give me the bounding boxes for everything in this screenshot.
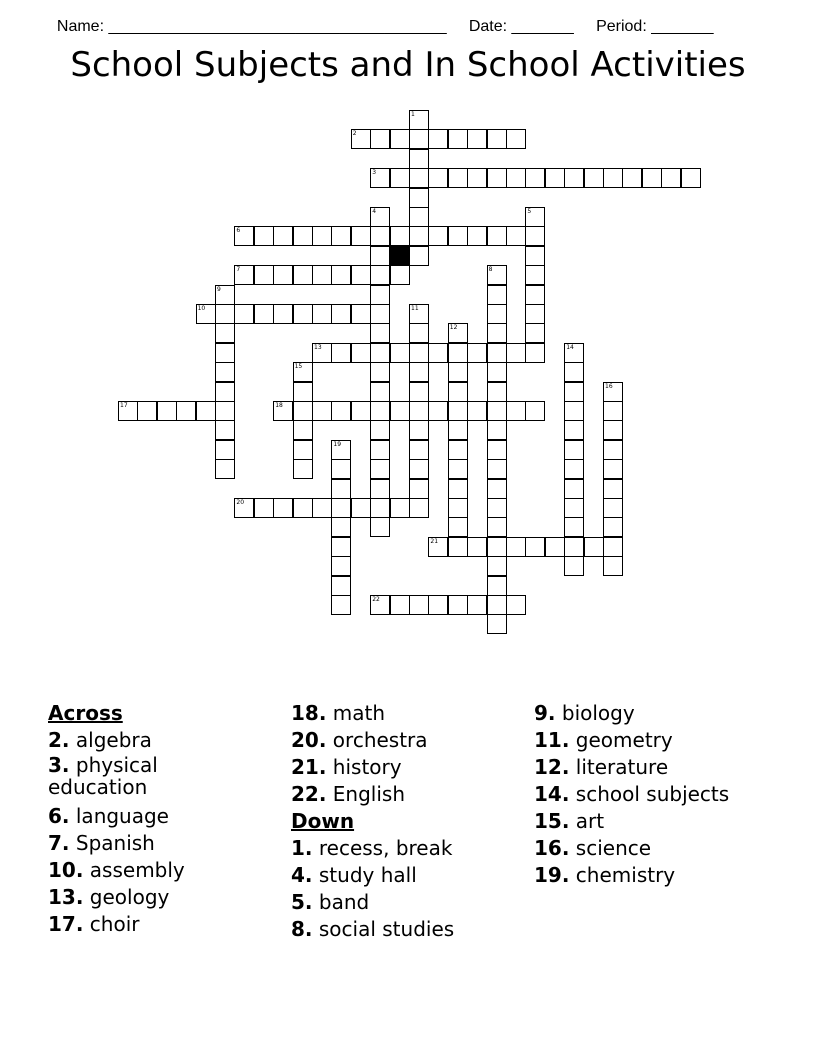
clue-down-16: 16. science — [534, 836, 652, 860]
crossword-cell[interactable] — [448, 440, 468, 460]
crossword-cell[interactable] — [293, 401, 313, 421]
page-title: School Subjects and In School Activities — [70, 45, 746, 85]
crossword-cell[interactable] — [293, 226, 313, 246]
crossword-cell[interactable] — [681, 168, 701, 188]
crossword-cell[interactable] — [331, 595, 351, 615]
clue-number-label: 6 — [236, 227, 241, 235]
crossword-cell[interactable] — [370, 420, 390, 440]
crossword-cell[interactable] — [467, 343, 487, 363]
crossword-black-cell — [390, 246, 410, 266]
crossword-cell[interactable] — [506, 343, 526, 363]
crossword-cell[interactable] — [215, 343, 235, 363]
clue-down-11: 11. geometry — [534, 728, 673, 752]
crossword-cell[interactable] — [545, 537, 565, 557]
crossword-cell[interactable] — [661, 168, 681, 188]
crossword-cell[interactable] — [370, 285, 390, 305]
down-heading: Down — [291, 809, 355, 833]
crossword-cell[interactable] — [370, 401, 390, 421]
crossword-cell[interactable] — [370, 479, 390, 499]
clue-number-label: 1 — [411, 111, 415, 118]
crossword-cell[interactable] — [467, 168, 487, 188]
crossword-cell[interactable] — [390, 168, 410, 188]
crossword-cell[interactable] — [487, 576, 507, 596]
crossword-cell[interactable] — [448, 498, 468, 518]
clue-down-19: 19. chemistry — [534, 863, 676, 887]
crossword-cell[interactable] — [525, 168, 545, 188]
crossword-cell[interactable] — [370, 517, 390, 537]
clue-down-8: 8. social studies — [291, 917, 455, 941]
crossword-cell[interactable] — [293, 498, 313, 518]
crossword-cell[interactable] — [448, 420, 468, 440]
crossword-cell[interactable] — [215, 440, 235, 460]
crossword-cell[interactable] — [564, 168, 584, 188]
crossword-cell[interactable] — [506, 129, 526, 149]
crossword-cell[interactable] — [215, 304, 235, 324]
crossword-cell[interactable] — [331, 576, 351, 596]
clue-number-label: 18 — [275, 402, 283, 409]
crossword-cell[interactable] — [487, 420, 507, 440]
crossword-cell[interactable] — [564, 517, 584, 537]
across-heading: Across — [48, 701, 123, 725]
crossword-cell[interactable] — [448, 479, 468, 499]
clue-down-9: 9. biology — [534, 701, 635, 725]
crossword-cell[interactable] — [215, 420, 235, 440]
crossword-cell[interactable] — [370, 323, 390, 343]
crossword-cell[interactable] — [487, 304, 507, 324]
crossword-cell[interactable] — [293, 265, 313, 285]
crossword-cell[interactable] — [370, 343, 390, 363]
crossword-cell[interactable] — [409, 479, 429, 499]
crossword-cell[interactable] — [409, 246, 429, 266]
crossword-cell[interactable] — [487, 129, 507, 149]
crossword-cell[interactable] — [273, 265, 293, 285]
crossword-cell[interactable] — [506, 537, 526, 557]
crossword-cell[interactable] — [390, 226, 410, 246]
crossword-cell[interactable] — [525, 265, 545, 285]
crossword-cell[interactable] — [370, 440, 390, 460]
crossword-cell[interactable] — [409, 440, 429, 460]
crossword-cell[interactable] — [409, 323, 429, 343]
clue-across-7: 7. Spanish — [48, 831, 155, 855]
crossword-cell[interactable] — [448, 129, 468, 149]
clue-number-label: 16 — [605, 382, 613, 390]
crossword-cell[interactable] — [390, 343, 410, 363]
crossword-cell[interactable] — [215, 382, 235, 402]
crossword-cell[interactable] — [293, 304, 313, 324]
date-field-label: Date: _______ — [468, 18, 574, 35]
crossword-cell[interactable] — [331, 401, 351, 421]
crossword-cell[interactable] — [254, 265, 274, 285]
crossword-cell[interactable] — [331, 537, 351, 557]
clue-number-label: 8 — [488, 266, 493, 274]
clue-number-label: 9 — [217, 285, 221, 293]
crossword-cell[interactable] — [564, 556, 584, 576]
clue-column-2 — [291, 700, 454, 943]
crossword-cell[interactable] — [234, 304, 254, 324]
crossword-cell[interactable] — [409, 401, 429, 421]
clue-number-label: 17 — [120, 402, 128, 409]
crossword-cell[interactable] — [487, 440, 507, 460]
crossword-cell[interactable] — [525, 537, 545, 557]
crossword-cell[interactable] — [506, 226, 526, 246]
crossword-cell[interactable] — [370, 129, 390, 149]
crossword-cell[interactable] — [390, 401, 410, 421]
crossword-cell[interactable] — [603, 420, 623, 440]
crossword-cell[interactable] — [487, 401, 507, 421]
crossword-cell[interactable] — [525, 226, 545, 246]
crossword-cell[interactable] — [351, 265, 371, 285]
clue-column-3 — [534, 700, 729, 889]
crossword-cell[interactable] — [370, 246, 390, 266]
crossword-cell[interactable] — [370, 362, 390, 382]
crossword-cell[interactable] — [525, 304, 545, 324]
crossword-cell[interactable] — [564, 401, 584, 421]
crossword-cell[interactable] — [351, 401, 371, 421]
crossword-cell[interactable] — [409, 420, 429, 440]
crossword-cell[interactable] — [448, 595, 468, 615]
crossword-cell[interactable] — [603, 537, 623, 557]
clue-across-6: 6. language — [48, 804, 169, 828]
crossword-cell[interactable] — [312, 401, 332, 421]
crossword-cell[interactable] — [390, 265, 410, 285]
crossword-cell[interactable] — [448, 362, 468, 382]
crossword-cell[interactable] — [603, 556, 623, 576]
clue-number-label: 3 — [372, 169, 377, 177]
crossword-cell[interactable] — [351, 226, 371, 246]
clue-number-label: 13 — [314, 343, 322, 351]
crossword-cell[interactable] — [312, 265, 332, 285]
crossword-cell[interactable] — [525, 285, 545, 305]
crossword-cell[interactable] — [370, 382, 390, 402]
crossword-cell[interactable] — [525, 323, 545, 343]
crossword-cell[interactable] — [351, 304, 371, 324]
crossword-cell[interactable] — [331, 556, 351, 576]
crossword-cell[interactable] — [506, 168, 526, 188]
crossword-cell[interactable] — [331, 459, 351, 479]
crossword-cell[interactable] — [564, 362, 584, 382]
crossword-cell[interactable] — [351, 498, 371, 518]
crossword-cell[interactable] — [467, 226, 487, 246]
crossword-cell[interactable] — [370, 459, 390, 479]
crossword-cell[interactable] — [254, 498, 274, 518]
crossword-cell[interactable] — [448, 401, 468, 421]
clue-down-14: 14. school subjects — [534, 782, 730, 806]
crossword-cell[interactable] — [312, 226, 332, 246]
crossword-cell[interactable] — [448, 382, 468, 402]
crossword-cell[interactable] — [428, 401, 448, 421]
clue-down-5: 5. band — [291, 890, 370, 914]
crossword-cell[interactable] — [176, 401, 196, 421]
crossword-cell[interactable] — [448, 226, 468, 246]
crossword-cell[interactable] — [525, 246, 545, 266]
crossword-cell[interactable] — [487, 362, 507, 382]
crossword-cell[interactable] — [448, 343, 468, 363]
crossword-cell[interactable] — [525, 343, 545, 363]
crossword-cell[interactable] — [467, 595, 487, 615]
crossword-cell[interactable] — [487, 556, 507, 576]
crossword-cell[interactable] — [157, 401, 177, 421]
clue-across-2: 2. algebra — [48, 728, 152, 752]
crossword-cell[interactable] — [293, 420, 313, 440]
crossword-cell[interactable] — [448, 168, 468, 188]
crossword-cell[interactable] — [331, 343, 351, 363]
crossword-cell[interactable] — [351, 343, 371, 363]
crossword-cell[interactable] — [312, 304, 332, 324]
crossword-cell[interactable] — [254, 304, 274, 324]
crossword-cell[interactable] — [428, 595, 448, 615]
crossword-cell[interactable] — [467, 129, 487, 149]
crossword-cell[interactable] — [603, 168, 623, 188]
clue-across-18: 18. math — [291, 701, 386, 725]
clue-number-label: 10 — [197, 305, 206, 312]
clue-across-10: 10. assembly — [48, 858, 185, 882]
crossword-cell[interactable] — [370, 498, 390, 518]
crossword-cell[interactable] — [331, 498, 351, 518]
crossword-cell[interactable] — [293, 382, 313, 402]
clue-down-15: 15. art — [534, 809, 605, 833]
crossword-cell[interactable] — [409, 343, 429, 363]
crossword-cell[interactable] — [584, 537, 604, 557]
crossword-cell[interactable] — [312, 498, 332, 518]
crossword-cell[interactable] — [603, 479, 623, 499]
crossword-cell[interactable] — [215, 459, 235, 479]
clue-number-label: 2 — [352, 130, 357, 138]
name-field-label: Name: ______________________________________ — [56, 18, 447, 35]
crossword-cell[interactable] — [487, 323, 507, 343]
clue-number-label: 5 — [527, 208, 532, 215]
crossword-cell[interactable] — [642, 168, 662, 188]
crossword-cell[interactable] — [487, 168, 507, 188]
clue-number-label: 7 — [236, 266, 241, 274]
crossword-cell[interactable] — [428, 343, 448, 363]
crossword-cell[interactable] — [545, 168, 565, 188]
crossword-cell[interactable] — [215, 401, 235, 421]
crossword-cell[interactable] — [409, 498, 429, 518]
crossword-cell[interactable] — [331, 479, 351, 499]
crossword-cell[interactable] — [603, 459, 623, 479]
crossword-cell[interactable] — [487, 285, 507, 305]
clue-down-4: 4. study hall — [291, 863, 417, 887]
crossword-cell[interactable] — [448, 537, 468, 557]
crossword-cell[interactable] — [487, 343, 507, 363]
crossword-cell[interactable] — [331, 226, 351, 246]
crossword-cell[interactable] — [487, 537, 507, 557]
crossword-cell[interactable] — [467, 401, 487, 421]
clue-down-1: 1. recess, break — [291, 836, 453, 860]
clue-number-label: 20 — [236, 499, 245, 506]
crossword-cell[interactable] — [370, 304, 390, 324]
crossword-cell[interactable] — [331, 304, 351, 324]
crossword-cell[interactable] — [390, 595, 410, 615]
clue-across-17: 17. choir — [48, 912, 140, 936]
crossword-cell[interactable] — [603, 498, 623, 518]
clue-across-13: 13. geology — [48, 885, 170, 909]
crossword-cell[interactable] — [603, 517, 623, 537]
crossword-cell[interactable] — [409, 149, 429, 169]
crossword-cell[interactable] — [409, 129, 429, 149]
crossword-cell[interactable] — [603, 401, 623, 421]
crossword-cell[interactable] — [448, 459, 468, 479]
crossword-cell[interactable] — [428, 226, 448, 246]
clue-number-label: 12 — [449, 324, 458, 332]
crossword-cell[interactable] — [273, 304, 293, 324]
clue-across-22: 22. English — [291, 782, 406, 806]
clue-down-12: 12. literature — [534, 755, 669, 779]
crossword-cell[interactable] — [409, 362, 429, 382]
crossword-cell[interactable] — [409, 459, 429, 479]
crossword-cell[interactable] — [506, 401, 526, 421]
crossword-cell[interactable] — [215, 323, 235, 343]
crossword-cell[interactable] — [409, 382, 429, 402]
crossword-cell[interactable] — [428, 168, 448, 188]
crossword-cell[interactable] — [564, 382, 584, 402]
clue-number-label: 19 — [333, 440, 342, 448]
crossword-cell[interactable] — [409, 168, 429, 188]
clue-across-21: 21. history — [291, 755, 402, 779]
crossword-cell[interactable] — [564, 498, 584, 518]
crossword-cell[interactable] — [487, 595, 507, 615]
crossword-cell[interactable] — [390, 498, 410, 518]
clue-across-3: 3. physical education — [48, 753, 158, 799]
clue-number-label: 11 — [411, 305, 419, 312]
crossword-cell[interactable] — [622, 168, 642, 188]
clue-across-20: 20. orchestra — [291, 728, 428, 752]
crossword-cell[interactable] — [370, 226, 390, 246]
crossword-cell[interactable] — [293, 459, 313, 479]
clue-number-label: 14 — [566, 343, 574, 351]
crossword-cell[interactable] — [487, 382, 507, 402]
crossword-cell[interactable] — [564, 440, 584, 460]
crossword-cell[interactable] — [487, 459, 507, 479]
crossword-cell[interactable] — [370, 265, 390, 285]
crossword-cell[interactable] — [331, 517, 351, 537]
crossword-cell[interactable] — [506, 595, 526, 615]
crossword-cell[interactable] — [467, 537, 487, 557]
crossword-cell[interactable] — [137, 401, 157, 421]
crossword-cell[interactable] — [603, 440, 623, 460]
crossword-cell[interactable] — [254, 226, 274, 246]
crossword-cell[interactable] — [487, 517, 507, 537]
crossword-cell[interactable] — [448, 517, 468, 537]
crossword-cell[interactable] — [487, 614, 507, 634]
crossword-cell[interactable] — [409, 226, 429, 246]
crossword-cell[interactable] — [196, 401, 216, 421]
period-field-label: Period: _______ — [596, 18, 714, 35]
crossword-cell[interactable] — [584, 168, 604, 188]
crossword-cell[interactable] — [564, 537, 584, 557]
crossword-cell[interactable] — [487, 498, 507, 518]
crossword-cell[interactable] — [564, 420, 584, 440]
crossword-cell[interactable] — [487, 226, 507, 246]
crossword-cell[interactable] — [409, 188, 429, 208]
clue-number-label: 4 — [372, 208, 377, 215]
crossword-cell[interactable] — [525, 401, 545, 421]
crossword-cell[interactable] — [390, 129, 410, 149]
crossword-cell[interactable] — [564, 479, 584, 499]
crossword-cell[interactable] — [564, 459, 584, 479]
clue-number-label: 15 — [294, 363, 303, 371]
clue-number-label: 22 — [372, 596, 380, 603]
crossword-cell[interactable] — [331, 265, 351, 285]
crossword-cell[interactable] — [215, 362, 235, 382]
crossword-cell[interactable] — [273, 226, 293, 246]
crossword-cell[interactable] — [428, 129, 448, 149]
crossword-cell[interactable] — [487, 479, 507, 499]
clue-number-label: 21 — [430, 537, 439, 545]
crossword-cell[interactable] — [293, 440, 313, 460]
crossword-cell[interactable] — [273, 498, 293, 518]
crossword-cell[interactable] — [409, 207, 429, 227]
crossword-cell[interactable] — [409, 595, 429, 615]
clue-column-1 — [48, 700, 248, 938]
